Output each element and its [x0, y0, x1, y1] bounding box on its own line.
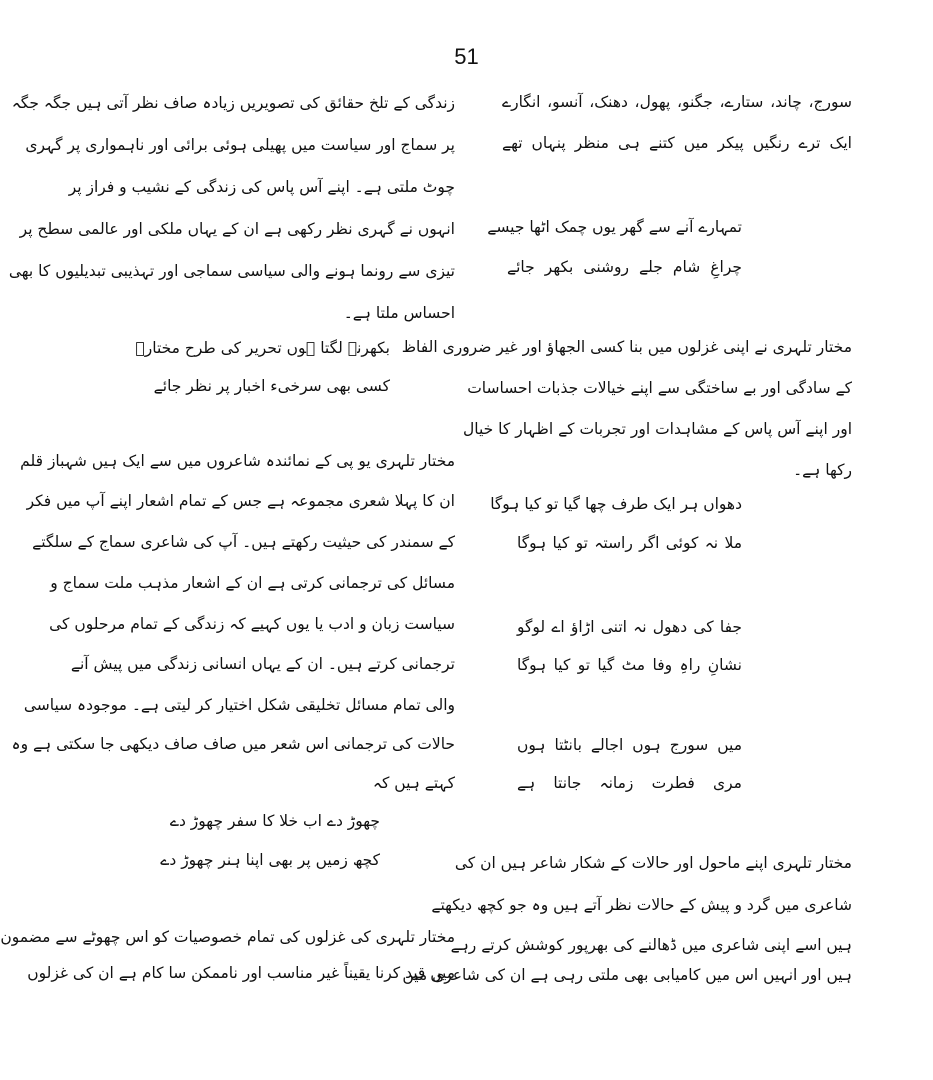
verse-line: کچھ زمیں پر بھی اپنا ہنر چھوڑ دے [160, 851, 380, 869]
paragraph-line: زندگی کے تلخ حقائق کی تصویریں زیادہ صاف نظر آتی ہیں جگہ جگہ [11, 94, 455, 112]
verse-line: کسی بھی سرخیء اخبار پر نظر جائے [153, 377, 390, 395]
verse-line: مری فطرت زمانہ جانتا ہے [517, 774, 742, 792]
verse-line: چراغِ شام جلے روشنی بکھر جائے [507, 258, 742, 276]
verse-line: ایک ترے رنگیں پیکر میں کتنے ہی منظر پنہاں تھے [502, 134, 852, 152]
paragraph-line: احساس ملتا ہے۔ [343, 304, 455, 322]
paragraph-line: مختار تلہری اپنے ماحول اور حالات کے شکار شاعر ہیں ان کی [454, 854, 852, 872]
left-column [0, 0, 455, 1080]
paragraph-line: تیزی سے رونما ہونے والی سیاسی سماجی اور تہذیبی تبدیلیوں کا بھی [8, 262, 455, 280]
paragraph-line: شاعری میں گرد و پیش کے حالات نظر آتے ہیں وہ جو کچھ دیکھتے [431, 896, 852, 914]
paragraph-line: سیاست زبان و ادب یا یوں کہیے کہ زندگی کے تمام مرحلوں کی [49, 615, 455, 633]
paragraph-line: ترجمانی کرتے ہیں۔ ان کے یہاں انسانی زندگی میں پیش آنے [70, 655, 455, 673]
paragraph-line: والی تمام مسائل تخلیقی شکل اختیار کر لیتی ہے۔ موجودہ سیاسی [23, 696, 455, 714]
verse-line: سورج، چاند، ستارے، جگنو، پھول، دھنک، آنسو، انگارے [502, 93, 852, 111]
paragraph-line: مسائل کی ترجمانی کرتی ہے ان کے اشعار مذہب ملت سماج و [50, 574, 455, 592]
verse-line: دھواں ہر ایک طرف چھا گیا تو کیا ہوگا [490, 495, 742, 513]
paragraph-line: ہیں اور انہیں اس میں کامیابی بھی ملتی رہی ہے ان کی شاعری میں [402, 966, 852, 984]
paragraph-line: رکھا ہے۔ [793, 461, 852, 479]
paragraph-line: اور اپنے آس پاس کے مشاہدات اور تجربات کے اظہار کا خیال [463, 420, 852, 438]
paragraph-line: حالات کی ترجمانی اس شعر میں صاف صاف دیکھی جا سکتی ہے وہ [11, 735, 455, 753]
paragraph-line: کہتے ہیں کہ [372, 774, 455, 792]
verse-line: چھوڑ دے اب خلا کا سفر چھوڑ دے [169, 812, 380, 830]
verse-line: بکھرنے لگتا ہوں تحریر کی طرح مختارؔ [135, 339, 390, 357]
paragraph-line: میں قید کرنا یقیناً غیر مناسب اور ناممکن سا کام ہے ان کی غزلوں [27, 964, 455, 982]
paragraph-line: انہوں نے گہری نظر رکھی ہے ان کے یہاں ملکی اور عالمی سطح پر [19, 220, 455, 238]
paragraph-line: پر سماج اور سیاست میں پھیلی ہوئی برائی اور ناہمواری پر گہری [25, 136, 455, 154]
paragraph-line: مختار تلہری نے اپنی غزلوں میں بنا کسی الجھاؤ اور غیر ضروری الفاظ [401, 338, 852, 356]
verse-line: ملا نہ کوئی اگر راستہ تو کیا ہوگا [517, 534, 742, 552]
paragraph-line: مختار تلہری کی غزلوں کی تمام خصوصیات کو اس چھوٹے سے مضمون [0, 928, 455, 946]
paragraph-line: چوٹ ملتی ہے۔ اپنے آس پاس کی زندگی کے نشیب و فراز پر [68, 178, 455, 196]
verse-line: تمہارے آنے سے گھر یوں چمک اٹھا جیسے [487, 218, 742, 236]
page-number: 51 [454, 44, 479, 69]
paragraph-line: ہیں اسے اپنی شاعری میں ڈھالنے کی بھرپور کوشش کرتے رہے [450, 936, 852, 954]
paragraph-line: مختار تلہری یو پی کے نمائندہ شاعروں میں سے ایک ہیں شہباز قلم [20, 452, 455, 470]
verse-line: میں سورج ہوں اجالے بانٹتا ہوں [517, 736, 742, 754]
paragraph-line: ان کا پہلا شعری مجموعہ ہے جس کے تمام اشعار اپنے آپ میں فکر [26, 492, 455, 510]
verse-line: جفا کی دھول نہ اتنی اڑاؤ اے لوگو [517, 618, 742, 636]
paragraph-line: کے سمندر کی حیثیت رکھتے ہیں۔ آپ کی شاعری سماج کے سلگتے [32, 533, 455, 551]
verse-line: نشانِ راہِ وفا مٹ گیا تو کیا ہوگا [517, 656, 742, 674]
paragraph-line: کے سادگی اور بے ساختگی سے اپنے خیالات جذبات احساسات [467, 379, 852, 397]
